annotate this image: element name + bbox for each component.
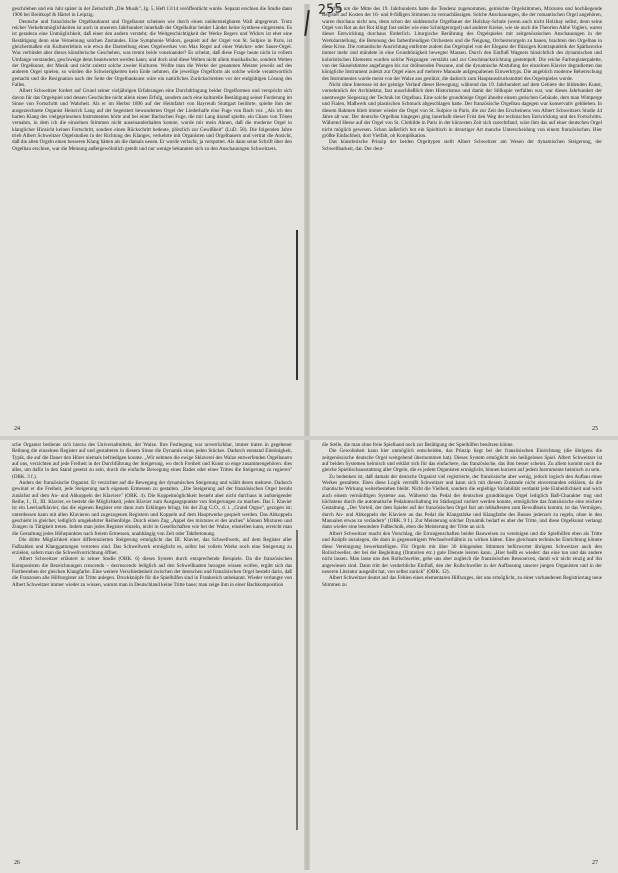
page-24 [8, 4, 296, 436]
book-gutter [304, 440, 310, 870]
paragraph: die Stelle, die man ohne freie Spielhand noch zur Betätigung der Spielhilfen benötzen könne. [322, 442, 514, 448]
paragraph: Die dritte Möglichkeit einer differenzierten Steigerung ermöglicht das III. Klavier, das Schwellwerk, auf dem Register aller Fußzahlen und Klanggattungen vertreten sind. Das Schwellwerk ermöglicht es, selbst bei vollem Werke noch eine Steigerung zu erzielen, sofern man die Schwellvorrichtung öffnet. [12, 537, 292, 556]
paragraph: Albert Schweitzer deutet auf das Fehlen eines elementaren Hilfszuges, der uns ermöglicht, zu einer vorhandenen Registrierung neue Stimmen zu [322, 575, 602, 588]
page-27-text [322, 442, 602, 588]
page-number: 26 [14, 860, 20, 866]
paragraph: Deutsche und französische Orgelbaukunst und Orgelkunst scheinen wie durch einen unübersteigbaren Wall abgegrenzt. Trotz reicher Verkehrsmöglichkeiten ist auch in unserem Jahrhundert innerhalb der Orgelkultur beider Länder keine Synthese eingetreten. Es ist geradezu eine Unmöglichkeit, daß einer den andern versteht; die Weitgeschichtigkeit der Werke Regers und Widors ist eher eine Bestätigung denn eine Verneinung solchen Zustandes. Eine Symphonie Widors, gespielt auf der Orgel von St. Sulpice in Paris, ist gleichermaßen ein Kulturerlebnis wie etwa die Darstellung eines Orgelwerkes von Max Reger auf einer Walcker- oder Sauer-Orgel. Was verbindet aber dieses künstlerische Geschehen, was trennt beide voneinander? Es scheint, daß diese Frage heute nicht in vollem Umfange verstanden, geschweige denn beantwortet werden kann; und doch sind diese Welten nicht allein musikalische, sondern Welten der Orgelkunst, der Musik und nicht zuletzt solche zweier Kulturen. Wollte man die Werke der genannten Meister jeweils auf des anderen Orgel spielen, so würden die Schwierigkeiten kein Ende nehmen, die jeweilige Orgelform als solche würde verantwortlich gemacht und die Resignation nach der Seite der Orgelbaukunst wäre ein natürliches Zurückschreiten vor der endgültigen Lösung des Falles. [12, 18, 292, 89]
paragraph: geschrieben und ein Jahr später in der Zeitschrift „Die Musik", Jg. 5, Heft 13/14 veröffentlicht wurde. Separat erschien die Studie dann 1906 bei Breitkopf & Härtel in Leipzig. [12, 6, 292, 19]
paragraph: Albert Schweitzer macht den Vorschlag, die Errungenschaften beider Bauweisen zu vereinigen und die Spielhilfen eben als Tritte und Knöpfe anzulegen, die dann in gegenseitigem Wechselverhältnis zu wirken hätten. Eine gleichsam technische Einrichtung könnte diese Vereinigung bewerkstelligen. Für Orgeln mit über 30 klingenden Stimmen befürwortet übrigens Schweitzer auch den Rollschweller, der bei der Begleitung (Oratorien etc.) gute Dienste leisten kann. „Hier heißt es wieder: das eine tun und das andere nicht lassen. Man lasse uns den Rollschweller, gebe uns aber zugleich die französischen Ressourcen, damit wir nicht einzig auf ihn angewiesen sind. Dann tritt der verderbliche Einfluß, den der Rollschweller in der Auffassung unserer jungen Organisten und in der neueren Literatur ausgeübt hat, von selbst zurück" (OBK. 12). [322, 530, 602, 575]
page-26-text [12, 442, 292, 588]
page-number: 25 [592, 426, 598, 432]
paragraph: Albert Schweitzer fordert auf Grund seiner vieljährigen Erfahrungen eine Durchdringung beider Orgelformen und verspricht sich davon für das Orgelspiel und dessen Geschichte nicht allein einen Erfolg, sondern auch eine kulturelle Bestätigung seiner Forderung im Sinne von Fortschritt und Wahrheit. Als er im Herbst 1896 auf der Heimfahrt von Bayreuth Stuttgart berührte, spielte ihm der ausgezeichnete Organist Heinrich Lang auf der begeistert bewunderten Orgel der Liederhalle eine Fuge von Bach vor. „Als ich den harten Klang des vielgepriesenen Instrumentes hörte und bei einer Bachschen Fuge, die mir Lang darauf spielte, ein Chaos von Tönen vernahm, in dem ich die einzelnen Stimmen nicht auseinanderhalten konnte, wurde mir mein Ahnen, daß die moderne Orgel in klanglicher Hinsicht keinen Fortschritt, sondern einen Rückschritt bedeute, plötzlich zur Gewißheit" (LuD. 58). Die folgenden Jahre trieb Albert Schweitzer Orgelstudien in der Richtung des Klanges, verkehrte mit Organisten und Orgelbauern und vertrat die Ansicht, daß die alten Orgeln einen besseren Klang hätten als die damals neuen. Er wurde verlacht, ja verspottet. Als dann seine Schrift über den Orgelbau erschien, war die Meinung außergewöhnlich geteilt und nur wenige bekannten sich zu den Anschauungen Schweitzers. [12, 88, 292, 152]
scan-shadow [296, 530, 298, 830]
bottom-spread [8, 440, 608, 870]
paragraph: Nicht ohne Interesse ist der geistige Verlauf dieser Bewegung; während das 19. Jahrhundert auf dem Gebiete der bildenden Kunst, vornehmlich der Architektur, fast ausschließlich dem Historismus und damit der Stilkopie verfallen war, war dieses Jahrhundert der unentwegte Siegeszug der Technik im Orgelbau. Eine solche grundtönige Orgel ähnelte einem gotischen Gebäude, dem man Wimperge und Fialen, Maßwerk und plastischen Schmuck abgeschlagen hatte. Der französische Orgelbau dagegen war konservativ geblieben. In diesem Rahmen blieb immer wieder die Orgel von St. Sulpice in Paris, die zur Zeit des Erscheinens von Albert Schweitzers Studie 44 Jahre alt war. Der deutsche Orgelbau hingegen ging innerhalb dieser Frist den Weg der technischen Entwicklung und des Fortschritts. Während Hesse auf der Orgel von St. Clothilde in Paris in der kürzesten Zeit sich zurechtfand, wäre ihm das auf einer deutschen Orgel nicht möglich gewesen. Schon äußerlich bot ein Spieltisch in derartiger Art manche Unterscheidung von einem französischen. Hier größte Einfachheit, dort Vielfalt, ob Komplikation. [322, 82, 602, 139]
page-number: 27 [592, 860, 598, 866]
paragraph: Anders der französische Organist. Er verzichtet auf die Bewegung der dynamischen Steigerung und wählt deren mehrere. Dadurch gewinnt er die Freiheit, jede Steigerung nach eigenem Ermessen zu gestalten. „Die Steigerung auf der französischen Orgel beruht zunächst auf dem An- und Abkoppeln der Klaviere" (OBK. 4). Die Koppelmöglichkeit besteht aber nicht durchaus in aufsteigender Reihe, I., II., III. Klavier, es besteht die Möglichkeit, jedes Klavier zum Ausgangspunkte von Steigerungen zu machen. Das I. Klavier ist ein Leerlaufklavier, das die eigenen Register erst dann zum Erklingen bringt, bis der Zug G.O., d. i. „Grand Orgue", gezogen ist; unterdessen kann mit allen Klavieren und zugezogenen Registern und Koppeln auf dem Hauptwerke gespielt werden. Das Abkoppeln geschieht in gleicher, lediglich umgekehrter Reihenfolge. Durch einen Zug „Appel des mixtures et des anches" können Mixturen und Zungen in Tätigkeit treten. Indem man jedes Register einzeln, nicht in Gesellschaften wie bei der Walze, einstellen kann, erreicht man die Gestaltung jedes Höhepunktes nach freiem Ermessen, unabhängig von Zeit oder Taktbetonung. [12, 480, 292, 537]
paragraph: sche Organist bediente sich hierzu des Universalmittels, der Walze. Ihre Festlegung war unverrückbar, immer traten in gegebener Reihung die einzelnen Register auf und gestalteten in diesem Sinne die Dynamik eines jeden Stückes. Dadurch entstand Eintönigkeit, Typik, die auf die Dauer den Hörer niemals befriedigen konnte. „Wir nehmen die ewige Sklaverei des Walze entwerfenden Orgelbauers auf uns, verzichten auf jede Freiheit in der Durchführung der Steigerung, wo doch Freiheit und Kunst so enge zusammengehören: dies alles, um dafür in den Stand gesetzt zu sein, durch die einfache Bewegung eines Rades oder eines Trittes die Steigerung zu regieren" (OBK. 3 f.). [12, 442, 292, 480]
scan-shadow [296, 230, 298, 380]
page-25 [318, 4, 606, 436]
handwritten-page-mark: 255 [317, 1, 344, 18]
page-27 [318, 440, 606, 870]
paragraph: Schon um die Mitte des 19. Jahrhunderts hatte die Tendenz zugenommen, gemischte Orgelstimmen, Mixturen und hochliegende Register auf Kosten der 16- und 8-füßigen Stimmen zu vernachlässigen. Solche Anschauungen, die der romantischen Orgel angehören, waren durchaus nicht neu, denn schon der süddeutsche Orgelbauer der Holzhay-Schule (wenn auch nicht Holzhay selbst, denn seine Orgel von Rot an der Rot klingt fast steiler wie eine Schnitgerorgel) und anderer Kreise, wie sie auch die Theorien Abbé Voglers, waren dieser Entwicklung durchaus förderlich. Liturgische Berührung des Orgelspieles mit zeitgenössischen Anschauungen in der Werkdarstellung, die Betonung des farbenfreudigen Orchesters und die Neigung, Orchesterorgeln zu bauen, brachten den Orgelbau in diese Krise. Die romantische Ausrichtung entfernte zudem das Orgelspiel von der Eleganz der flüssigen Kontrapunktik der Spätbarocke immer mehr und mündete in eine Grundtönigkeit bewegter Massen. Durch den Einfluß Wagners hinsichtlich des dynamischen und koloristischen Elements wurden solche Neigungen verstärkt und zur Geschmacksrichtung gestempelt. Die reiche Farbregisterpalette, von der Säuselstimme angefangen bis zur dröhnenden Posaune, und die dynamische Abstufung der einzelnen Klavier degradierten das königliche Instrument zuletzt zur Orgel eines auf mehrere Manuale aufgespaltenen Einwerktyps. Die angeblich moderne Beherrschung des Instrumentes wurde meist von der Walze aus gestützt, die dadurch zum Hauptausdrucksmittel des Orgelspieles wurde. [322, 6, 602, 82]
book-gutter [304, 4, 310, 436]
page-number: 24 [14, 426, 20, 432]
paragraph: Das künstlerische Prinzip der beiden Orgeltypen stellt Albert Schweitzer am Wesen der dynamischen Steigerung, der Schwellbarkeit, dar. Der deut- [322, 139, 602, 152]
paragraph: Die Gewohnheit kann hier unmöglich entscheiden, das Prinzip liegt bei der französischen Einrichtung (die übrigens die zeitgenössische deutsche Orgel weitgehend übernommen hat). Dieses System ermöglicht ein heiligeloses Spiel. Albert Schweitzer ist auf beiden Systemen heimisch und erklärt sich für das einfachere, das französische, das ihm besser scheint. Zu allem kommt noch die gleiche Spieltischausstattung aller Orgeln, die es jedem Organisten ermöglicht, binnen kurzem auf jedem Instrumente heimisch zu sein. [322, 448, 602, 474]
paragraph: Albert Schweitzer erläutert in seiner Studie (OBK. 6) dieses System durch entsprechende Beispiele. Da die französischen Komponisten die Bezeichnungen crescendo – decrescendo lediglich auf den Schwellkasten bezogen wissen wollen, ergibt sich das Fortbestehen der gleichen Klangfarbe. Eine weitere Verschiedenheit zwischen der deutschen und französischen Orgel besteht darin, daß die Franzosen alle Hilfsregister als Tritte anlegen. Druckknöpfe für die Spielhilfen sind in Frankreich unbekannt. Wieder verlangte von Albert Schweitzer immer wieder zu wissen, warum man in Deutschland keine Tritte baue; man zeige ihm in einer Bachkomposition [12, 556, 292, 588]
page-25-text [322, 6, 602, 152]
page-26 [8, 440, 296, 870]
page-24-text [12, 6, 292, 152]
top-spread [8, 4, 608, 436]
paragraph: Zu bedenken ist, daß damals der deutsche Organist viel registrierte, der französische aber wenig, jedoch logisch den Aufbau eines Werkes gestaltete. Eben diese Logik vermißt Schweitzer und kann sich mit diesem Zustande nicht einverstanden erklären, da die chaotische Wirkung weiterbestehen bleibt. Nicht die Vielheit, sondern die ergiebige Variabilität verdankt jede Einheitlichkeit und wich auch einem vernünftigen Systeme aus. Während das Pedal der deutschen grundtönigen Orgel lediglich Baß-Charakter trug und höchstens durch die automatische Pedalumschaltung im Stärkegrad variiert werden konnte, ermöglichte das französische eine reichere Gestaltung. „Der Vorteil, der dem Spieler auf der französischen Orgel fast am lebhaftesten zum Bewußtsein kommt, ist das Vermögen, durch An- und Abkoppeln der Klaviere an das Pedal die Klangstärke und Klangfarbe des Basses jederzeit zu regeln, ohne in den Manualen etwas zu verändern" (OBK. 9 f.). Zur Meisterung solcher Dynamik bedarf es aber der Tritte, und diese Orgelkunst verlangt dann wieder eine besondere Fußtechnik, eben die Meisterung der Tritte an sich. [322, 473, 602, 531]
